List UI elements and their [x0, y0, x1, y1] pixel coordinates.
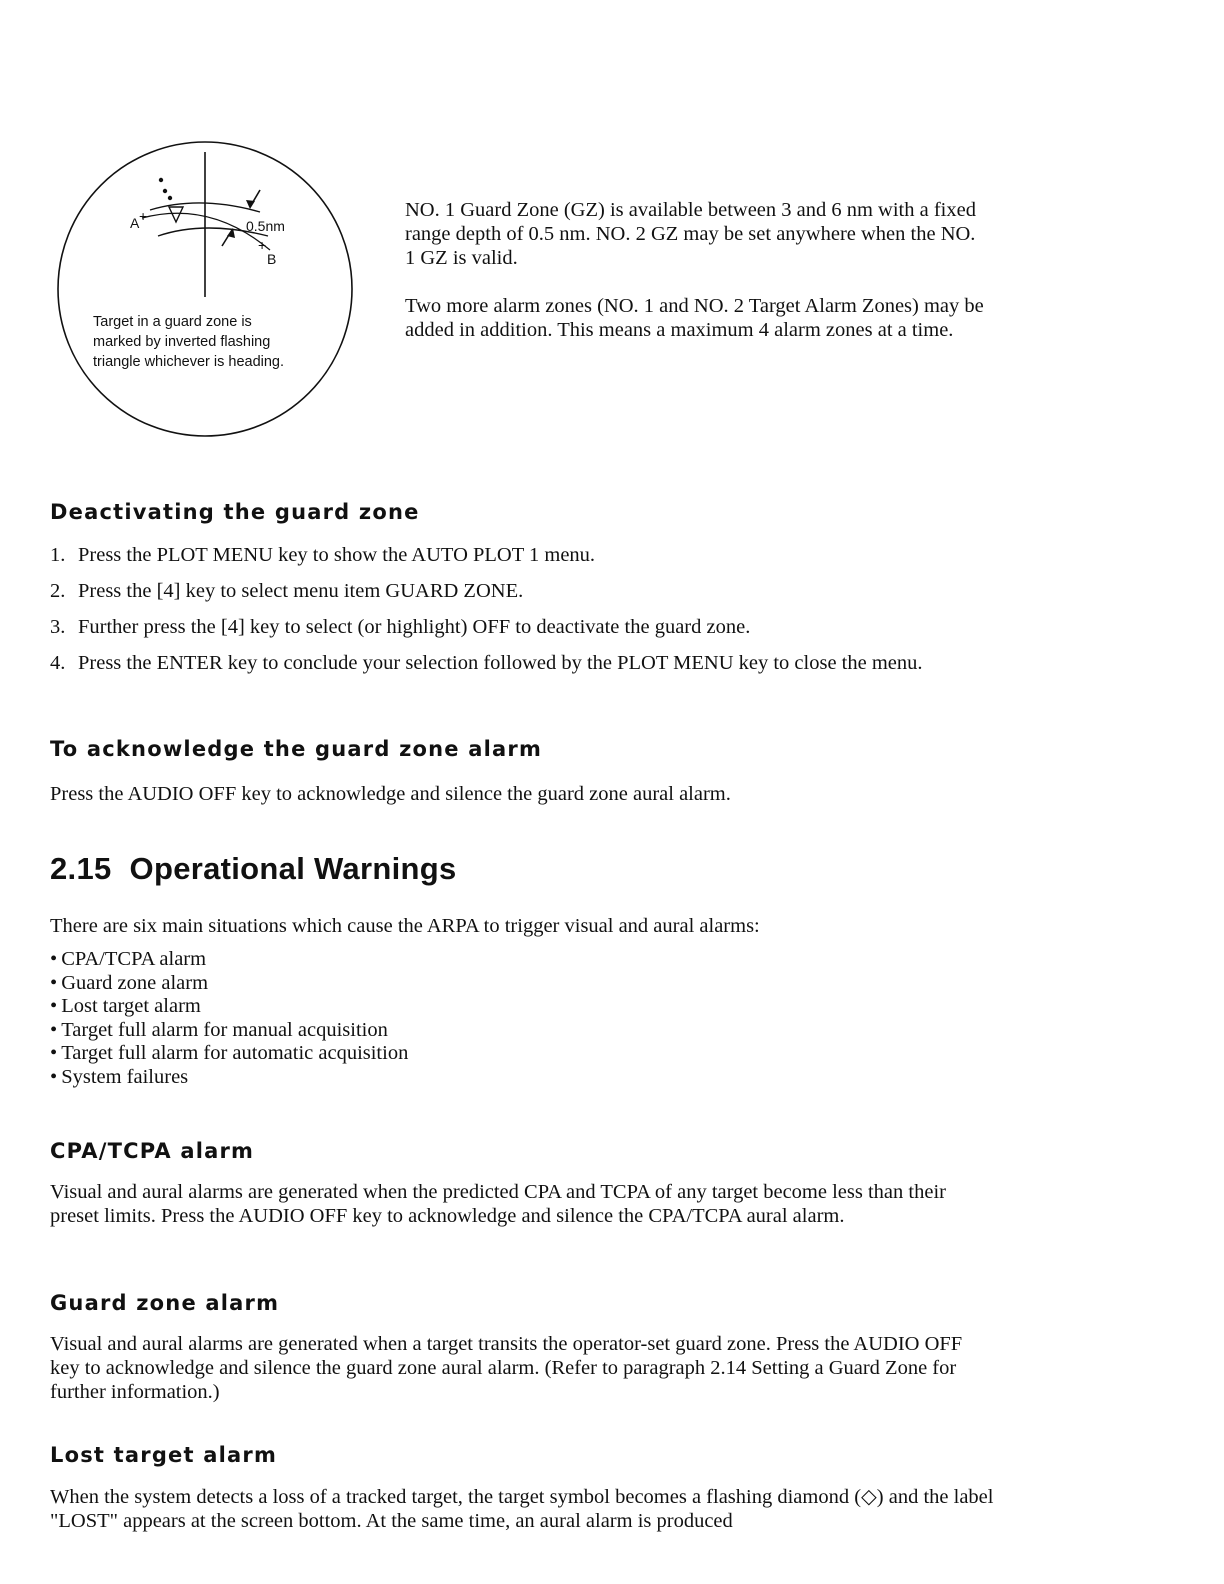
list-item: • CPA/TCPA alarm	[50, 948, 750, 972]
step-number: 3.	[50, 616, 66, 638]
step-item	[50, 543, 1000, 567]
section-intro: There are six main situations which cause the ARPA to trigger visual and aural alarms:	[50, 915, 760, 937]
lost-text	[50, 1485, 1000, 1533]
trail-dot	[159, 178, 163, 182]
acknowledge-text: Press the AUDIO OFF key to acknowledge and silence the guard zone aural alarm.	[50, 783, 731, 805]
list-item: • Lost target alarm	[50, 995, 750, 1019]
list-item: • Target full alarm for manual acquisition	[50, 1019, 750, 1043]
diagram-caption	[93, 312, 353, 372]
intro-paragraph: NO. 1 Guard Zone (GZ) is available between 3 and 6 nm with a fixed range depth of 0.5 nm. NO. 2 GZ may be set anywhere when the NO. 1 GZ is valid.	[405, 199, 976, 269]
step-text: Press the PLOT MENU key to show the AUTO PLOT 1 menu.	[78, 544, 596, 566]
step-text: Press the [4] key to select menu item GUARD ZONE.	[78, 580, 524, 602]
trail-dot	[168, 196, 172, 200]
alarm-list	[50, 948, 750, 1089]
plus-marker-a: +	[139, 208, 148, 224]
caption-line: Target in a guard zone is	[93, 314, 252, 330]
lost-heading: Lost target alarm	[50, 1443, 278, 1467]
list-item: • Guard zone alarm	[50, 972, 750, 996]
deactivate-heading: Deactivating the guard zone	[50, 500, 420, 524]
step-item	[50, 579, 1000, 603]
caption-line: triangle whichever is heading.	[93, 354, 285, 370]
deactivate-steps	[50, 543, 1000, 687]
list-item: • System failures	[50, 1066, 750, 1090]
step-text: Further press the [4] key to select (or highlight) OFF to deactivate the guard zone.	[78, 616, 751, 638]
step-number: 2.	[50, 580, 66, 602]
cpa-text: Visual and aural alarms are generated when the predicted CPA and TCPA of any target become less than their preset limits. Press the AUDIO OFF key to acknowledge and silence the CPA/TCPA aural alarm.	[50, 1181, 946, 1227]
lost-text-before: When the system detects a loss of a tracked target, the target symbol becomes a flashing diamond (	[50, 1486, 862, 1508]
list-item: • Target full alarm for automatic acquisition	[50, 1042, 750, 1066]
caption-line: marked by inverted flashing	[93, 334, 271, 350]
label-a: A	[130, 215, 140, 231]
guard-text: Visual and aural alarms are generated when a target transits the operator-set guard zone. Press the AUDIO OFF key to acknowledge and silence the guard zone aural alarm. (Refer to paragraph 2.14 Setting a Guard Zone for further information.)	[50, 1333, 963, 1403]
step-text: Press the ENTER key to conclude your selection followed by the PLOT MENU key to close the menu.	[78, 652, 923, 674]
step-item	[50, 615, 1000, 639]
range-arrowhead-top	[246, 200, 255, 209]
label-b: B	[267, 251, 277, 267]
acknowledge-heading: To acknowledge the guard zone alarm	[50, 737, 543, 761]
intro-block	[405, 198, 985, 342]
guard-zone-diagram	[50, 140, 370, 450]
section-title	[50, 851, 457, 887]
step-item	[50, 651, 1000, 675]
intro-paragraph: Two more alarm zones (NO. 1 and NO. 2 Target Alarm Zones) may be added in addition. This means a maximum 4 alarm zones at a time.	[405, 295, 984, 341]
label-range: 0.5nm	[246, 218, 285, 234]
plus-marker-b: +	[258, 237, 267, 253]
section-number: 2.15	[50, 851, 112, 886]
lost-diamond-icon: ◇	[861, 1486, 877, 1508]
inverted-triangle-target-icon	[169, 207, 183, 222]
trail-dot	[163, 189, 167, 193]
step-number: 1.	[50, 544, 66, 566]
lost-text-after: ) and the label "LOST" appears at the screen bottom. At the same time, an aural alarm is produced	[50, 1486, 994, 1532]
cpa-heading: CPA/TCPA alarm	[50, 1139, 255, 1163]
section-title-text: Operational Warnings	[129, 851, 457, 886]
step-number: 4.	[50, 652, 66, 674]
guard-heading: Guard zone alarm	[50, 1291, 280, 1315]
